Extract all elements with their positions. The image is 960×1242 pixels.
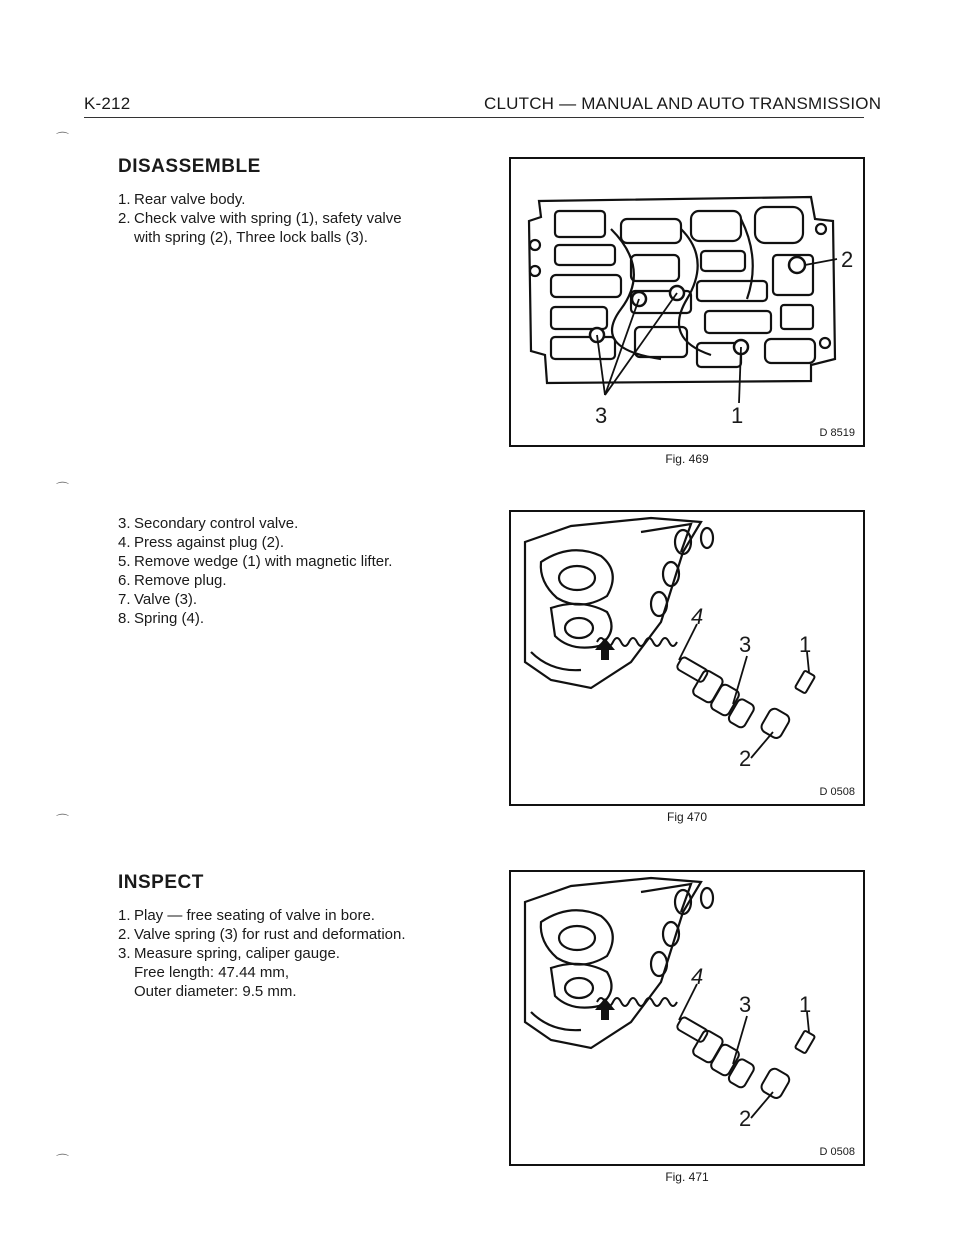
figure-471 bbox=[509, 870, 865, 1166]
inspect-heading: INSPECT bbox=[118, 872, 204, 893]
step-item: 3. Measure spring, caliper gauge. Free length: 47.44 mm, Outer diameter: 9.5 mm. bbox=[118, 945, 340, 1000]
inspect-section bbox=[118, 872, 406, 1001]
callout-2: 2 bbox=[739, 746, 752, 771]
step-item: 1. Play — free seating of valve in bore. bbox=[118, 907, 375, 924]
step-item: 2. Check valve with spring (1), safety valve with spring (2), Three lock balls (3). bbox=[118, 210, 402, 246]
step-item: 5. Remove wedge (1) with magnetic lifter. bbox=[118, 553, 393, 570]
margin-mark: ⌒ bbox=[56, 1153, 70, 1168]
inspect-steps bbox=[118, 906, 406, 1001]
control-valve-exploded-illustration bbox=[511, 872, 863, 1164]
step-item: 1. Rear valve body. bbox=[118, 191, 246, 208]
page-number: K-212 bbox=[84, 94, 131, 113]
step-item: 6. Remove plug. bbox=[118, 572, 227, 589]
disassemble-steps bbox=[118, 190, 402, 247]
header-rule bbox=[84, 117, 864, 118]
figure-caption: Fig. 471 bbox=[665, 1170, 709, 1184]
margin-mark: ⌒ bbox=[56, 481, 70, 496]
disassemble-steps-cont bbox=[118, 514, 392, 628]
callout-1: 1 bbox=[731, 403, 744, 428]
margin-mark: ⌒ bbox=[56, 813, 70, 828]
figure-code: D 8519 bbox=[819, 427, 855, 439]
callout-2: 2 bbox=[841, 247, 854, 272]
disassemble-section bbox=[118, 156, 402, 247]
figure-caption: Fig. 469 bbox=[665, 452, 709, 466]
figure-code: D 0508 bbox=[819, 1146, 855, 1158]
step-item: 3. Secondary control valve. bbox=[118, 515, 299, 532]
margin-mark: ⌒ bbox=[56, 131, 70, 146]
callout-4: 4 bbox=[691, 964, 704, 989]
step-item: 2. Valve spring (3) for rust and deformation. bbox=[118, 926, 406, 943]
figure-code: D 0508 bbox=[819, 786, 855, 798]
disassemble-heading: DISASSEMBLE bbox=[118, 156, 261, 177]
step-item: 7. Valve (3). bbox=[118, 591, 198, 608]
callout-3: 3 bbox=[595, 403, 608, 428]
figure-469 bbox=[509, 157, 865, 447]
callout-1: 1 bbox=[799, 632, 812, 657]
step-item: 4. Press against plug (2). bbox=[118, 534, 285, 551]
disassemble-steps-b bbox=[118, 514, 392, 628]
callout-3: 3 bbox=[739, 632, 752, 657]
figure-caption: Fig 470 bbox=[666, 810, 708, 824]
step-item: 8. Spring (4). bbox=[118, 610, 205, 627]
callout-3: 3 bbox=[739, 992, 752, 1017]
callout-2: 2 bbox=[739, 1106, 752, 1131]
section-title: CLUTCH — MANUAL AND AUTO TRANSMISSION bbox=[484, 94, 882, 113]
callout-1: 1 bbox=[799, 992, 812, 1017]
control-valve-exploded-illustration bbox=[511, 512, 863, 804]
callout-4: 4 bbox=[691, 604, 704, 629]
valve-body-illustration bbox=[511, 159, 863, 445]
figure-470 bbox=[509, 510, 865, 806]
